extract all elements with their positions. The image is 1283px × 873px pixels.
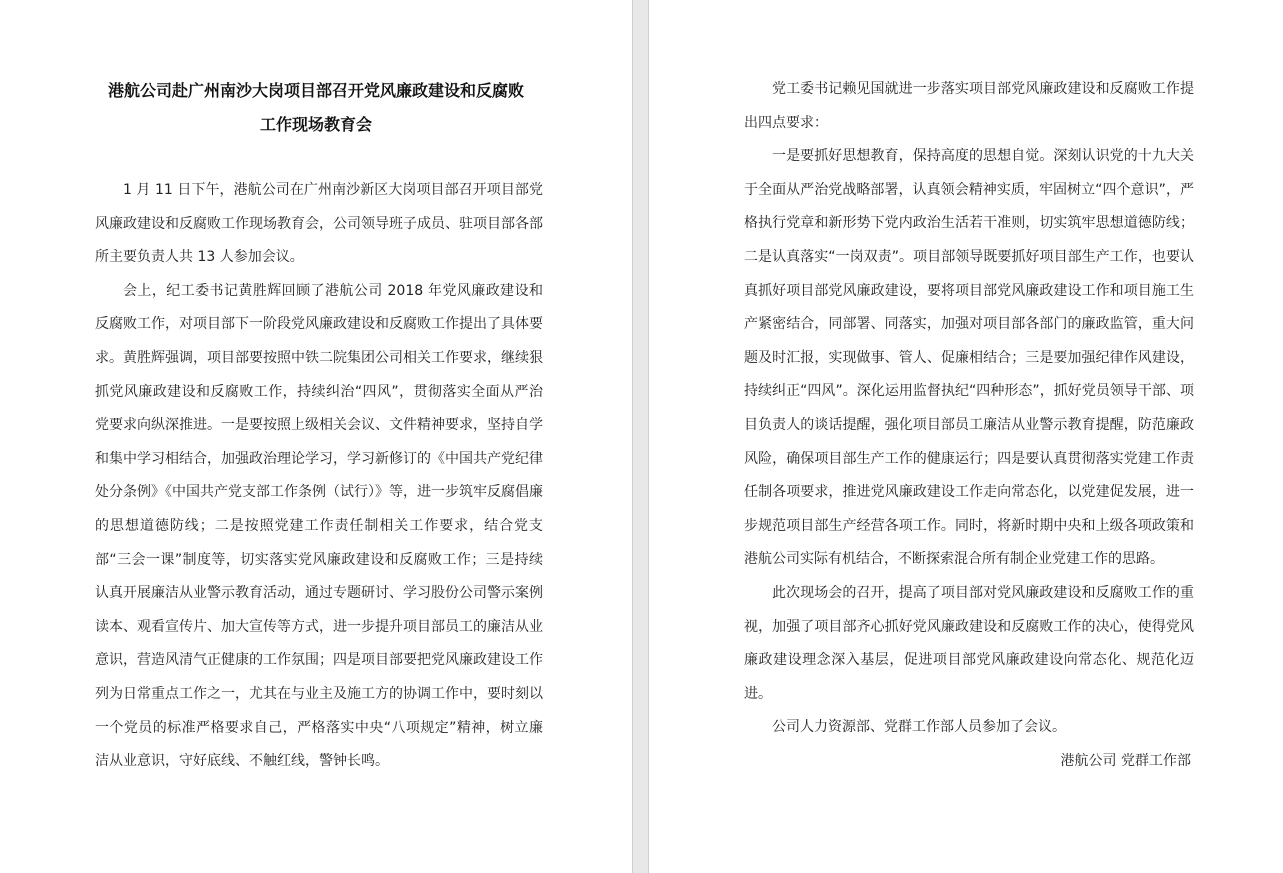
page-left [0, 0, 632, 873]
right-body-text [744, 73, 1194, 778]
signature: 港航公司 党群工作部 [1060, 752, 1191, 769]
paragraph: 会上，纪工委书记黄胜辉回顾了港航公司 2018 年党风廉政建设和反腐败工作，对项目部下一阶段党风廉政建设和反腐败工作提出了具体要求。黄胜辉强调，项目部要按照中铁二院集团公司相关工作要求，继续狠抓党风廉政建设和反腐败工作，持续纠治“四风”，贯彻落实全面从严治党要求向纵深推进。一是要按照上级相关会议、文件精神要求，坚持自学和集中学习相结合，加强政治理论学习，学习新修订的《中国共产党纪律处分条例》《中国共产党支部工作条例（试行）》等，进一步筑牢反腐倡廉的思想道德防线；二是按照党建工作责任制相关工作要求，结合党支部“三会一课”制度等，切实落实党风廉政建设和反腐败工作；三是持续认真开展廉洁从业警示教育活动，通过专题研讨、学习股份公司警示案例读本、观看宣传片、加大宣传等方式，进一步提升项目部员工的廉洁从业意识，营造风清气正健康的工作氛围；四是项目部要把党风廉政建设工作列为日常重点工作之一，尤其在与业主及施工方的协调工作中，要时刻以一个党员的标准严格要求自己，严格落实中央“八项规定”精神，树立廉洁从业意识，守好底线、不触红线，警钟长鸣。 [95, 282, 543, 770]
paragraph: 党工委书记赖见国就进一步落实项目部党风廉政建设和反腐败工作提出四点要求： [744, 81, 1194, 131]
paragraph: 此次现场会的召开，提高了项目部对党风廉政建设和反腐败工作的重视，加强了项目部齐心抓好党风廉政建设和反腐败工作的决心，使得党风廉政建设理念深入基层，促进项目部党风廉政建设向常态化、规范化迈进。 [744, 584, 1194, 702]
page-gutter [632, 0, 649, 873]
document-title-line2: 工作现场教育会 [259, 115, 372, 134]
paragraph: 一是要抓好思想教育，保持高度的思想自觉。深刻认识党的十九大关于全面从严治党战略部署，认真领会精神实质，牢固树立“四个意识”，严格执行党章和新形势下党内政治生活若干准则，切实筑牢思想道德防线；二是认真落实“一岗双责”。项目部领导既要抓好项目部生产工作，也要认真抓好项目部党风廉政建设，要将项目部党风廉政建设工作和项目施工生产紧密结合，同部署、同落实，加强对项目部各部门的廉政监管，重大问题及时汇报，实现做事、管人、促廉相结合；三是要加强纪律作风建设，持续纠正“四风”。深化运用监督执纪“四种形态”，抓好党员领导干部、项目负责人的谈话提醒，强化项目部员工廉洁从业警示教育提醒，防范廉政风险，确保项目部生产工作的健康运行；四是要认真贯彻落实党建工作责任制各项要求，推进党风廉政建设工作走向常态化，以党建促发展，进一步规范项目部生产经营各项工作。同时，将新时期中央和上级各项政策和港航公司实际有机结合，不断探索混合所有制企业党建工作的思路。 [744, 148, 1194, 568]
paragraph: 公司人力资源部、党群工作部人员参加了会议。 [772, 719, 1066, 736]
paragraph: 1 月 11 日下午，港航公司在广州南沙新区大岗项目部召开项目部党风廉政建设和反腐败工作现场教育会，公司领导班子成员、驻项目部各部所主要负责人共 13 人参加会议。 [95, 182, 543, 266]
left-body-text [95, 174, 543, 779]
page-right [649, 0, 1283, 873]
document-title-line1: 港航公司赴广州南沙大岗项目部召开党风廉政建设和反腐败 [107, 81, 524, 100]
